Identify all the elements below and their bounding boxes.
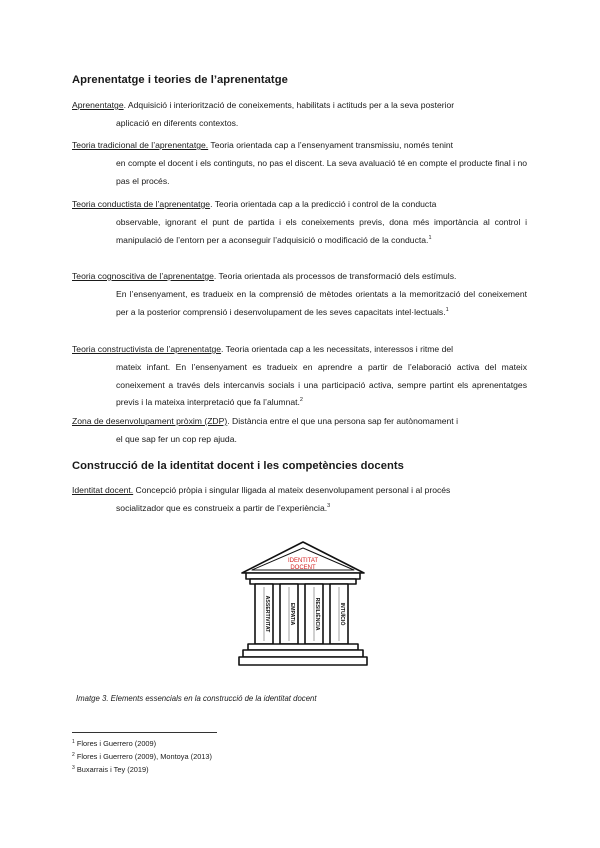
footnote-text: Flores i Guerrero (2009) xyxy=(76,739,157,748)
definition-continuation: socialitzador que es construeix a partir de l’experiència. xyxy=(116,502,328,513)
definition-term: Teoria cognoscitiva de l’aprenentatge xyxy=(72,271,214,281)
footnote-number: 3 xyxy=(72,764,75,771)
definition-text: Teoria orientada cap a l’ensenyament transmissiu, només tenint xyxy=(208,140,454,150)
footnote-number: 1 xyxy=(72,739,75,745)
definition-text: . Teoria orientada cap a la predicció i control de la conducta xyxy=(210,199,437,209)
definition-term: Zona de desenvolupament pròxim (ZDP) xyxy=(72,416,228,426)
footnote-ref: 3 xyxy=(327,502,331,509)
definition-term: Aprenentatge xyxy=(72,100,124,110)
definition-term: Teoria conductista de l’aprenentatge xyxy=(72,199,211,209)
definition-aprenentatge xyxy=(72,97,527,133)
temple-roof-label-2: DOCENT xyxy=(290,565,316,571)
definition-text: . Teoria orientada cap a les necessitats, interessos i ritme del xyxy=(221,344,454,354)
definition-traditional-theory xyxy=(72,137,527,190)
footnote-item xyxy=(72,751,212,764)
definition-behaviourist-theory xyxy=(72,196,527,249)
footnote-text: Buxarrais i Tey (2019) xyxy=(76,764,149,774)
pillar-label-empatia: EMPATIA xyxy=(289,602,295,626)
footnote-separator xyxy=(72,732,217,733)
definition-continuation: mateix infant. En l’ensenyament es tradueix en aprendre a partir de l’elaboració activa del mateix coneixement a través dels intercanvis socials i una participació activa, sempre partint els aprenentatges previs i la mateixa interpretació que fa l’alumnat. xyxy=(116,361,527,408)
footnote-text: Flores i Guerrero (2009), Montoya (2013) xyxy=(76,751,212,761)
definition-continuation: en compte el docent i els continguts, no pas el discent. La seva avaluació té en compte el producte final i no pas el procés. xyxy=(116,157,527,186)
definition-cognitive-theory xyxy=(72,268,527,321)
definition-term: Teoria constructivista de l’aprenentatge xyxy=(72,344,222,354)
footnote-ref: 1 xyxy=(428,234,432,241)
footnote-item xyxy=(72,764,212,777)
definition-text: . Adquisició i interiorització de coneixements, habilitats i actituds per a la seva posterior xyxy=(123,100,455,110)
pillar-label-resiliencia: RESILIÈNCIA xyxy=(314,597,320,631)
definition-term: Identitat docent. xyxy=(72,485,134,495)
definition-constructivist-theory xyxy=(72,341,527,412)
definition-continuation: aplicació en diferents contextos. xyxy=(116,117,239,128)
footnote-item xyxy=(72,738,212,751)
definition-continuation: En l’ensenyament, es tradueix en la comprensió de mètodes orientats a la memorització del coneixement per a la posterior comprensió i desenvolupament de les seves capacitats intel·lectuals. xyxy=(116,288,527,317)
pillar-label-intuicio: INTUÏCIÓ xyxy=(339,602,345,626)
footnote-number: 2 xyxy=(72,751,75,758)
definition-text: . Distància entre el que una persona sap fer autònomament i xyxy=(227,416,458,426)
definition-continuation: observable, ignorant el punt de partida i els coneixements previs, dona més importància al control i manipulació de l’entorn per a aconseguir l’adquisició o modificació de la conducta. xyxy=(116,216,527,245)
teacher-identity-temple-figure xyxy=(238,540,368,680)
footnotes xyxy=(72,738,212,776)
definition-text: . Teoria orientada als processos de transformació dels estímuls. xyxy=(213,271,457,281)
section-heading-teacher-identity: Construcció de la identitat docent i les competències docents xyxy=(72,460,404,472)
section-heading-learning-theories: Aprenentatge i teories de l’aprenentatge xyxy=(72,74,288,86)
figure-caption: Imatge 3. Elements essencials en la construcció de la identitat docent xyxy=(76,694,317,703)
footnote-ref: 2 xyxy=(299,397,303,404)
definition-continuation: el que sap fer un cop rep ajuda. xyxy=(116,433,237,444)
footnote-ref: 1 xyxy=(445,306,449,313)
temple-roof-label-1: IDENTITAT xyxy=(287,558,319,564)
definition-teacher-identity xyxy=(72,482,527,518)
definition-term: Teoria tradicional de l’aprenentatge. xyxy=(72,140,209,150)
pillar-label-assertivitat: ASSERTIVITAT xyxy=(264,595,270,633)
definition-text: Concepció pròpia i singular lligada al mateix desenvolupament personal i al procés xyxy=(133,485,451,495)
definition-zdp xyxy=(72,413,527,449)
